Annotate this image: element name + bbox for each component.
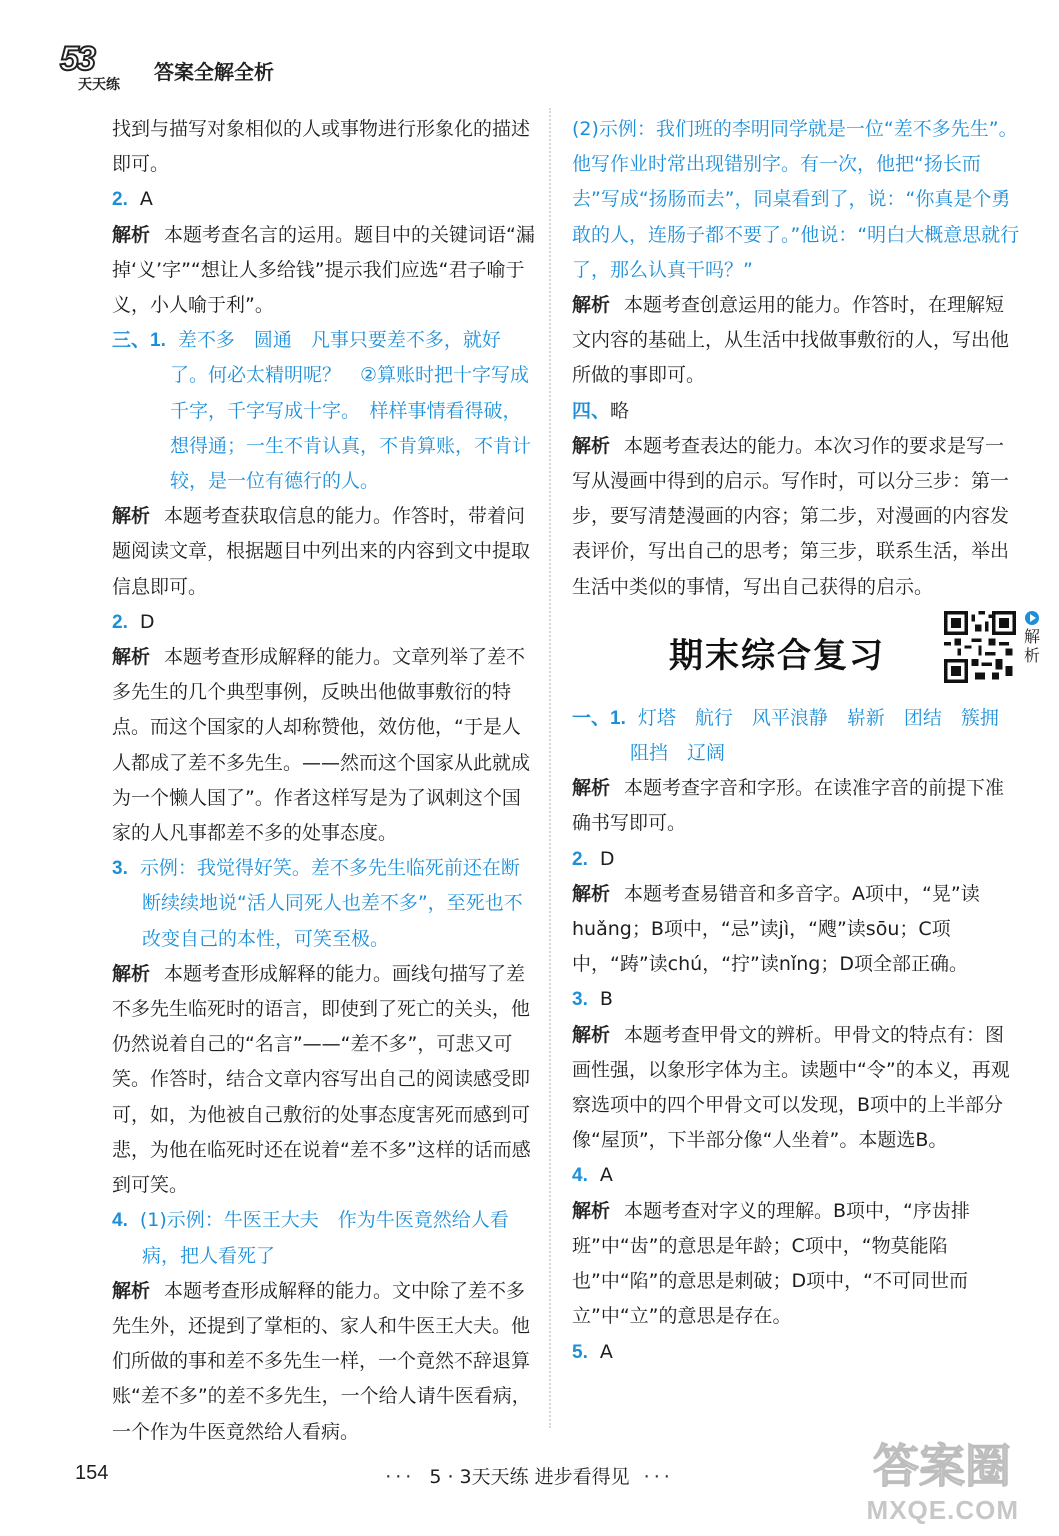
body-text: 找到与描写对象相似的人或事物进行形象化的描述即可。 <box>112 118 531 176</box>
body-text: 本题考查创意运用的能力。作答时，在理解短文内容的基础上，从生活中找做事敷衍的人，写出他所做的事即可。 <box>572 294 1010 387</box>
text-block <box>112 1203 537 1273</box>
text-block <box>112 499 537 605</box>
review-title: 期末综合复习 <box>669 636 885 677</box>
text-block <box>572 982 1022 1017</box>
text-block <box>112 957 537 1203</box>
brand-logo <box>58 40 138 100</box>
body-text: D <box>139 610 155 633</box>
question-number: 4. <box>112 1210 128 1232</box>
answer-text: (1)示例：牛医王大夫 作为牛医竟然给人看病，把人看死了 <box>139 1209 509 1267</box>
left-column <box>112 112 537 1450</box>
question-number: 2. <box>112 611 128 633</box>
text-block <box>112 182 537 217</box>
analysis-label: 解析 <box>572 434 611 457</box>
question-number: 3. <box>112 858 128 880</box>
body-text: 略 <box>610 399 630 422</box>
text-block <box>572 1194 1022 1335</box>
question-number: 2. <box>112 189 128 211</box>
watermark-url: MXQE.COM <box>866 1495 1019 1525</box>
qr-label-char-1: 解 <box>1023 626 1040 646</box>
right-bottom-blocks <box>572 701 1022 1370</box>
body-text: D <box>599 847 615 870</box>
body-text: 本题考查字音和字形。在读准字音的前提下准确书写即可。 <box>572 777 1005 835</box>
qr-label <box>1024 611 1040 665</box>
text-block <box>112 605 537 640</box>
text-block <box>112 851 537 957</box>
text-block <box>112 218 537 324</box>
section-number: 四、 <box>572 399 611 422</box>
qr-label-char-2: 析 <box>1023 645 1040 665</box>
analysis-label: 解析 <box>572 777 611 800</box>
analysis-label: 解析 <box>112 505 151 528</box>
section-number: 三、 <box>112 329 151 352</box>
column-divider <box>549 108 551 1428</box>
section-number: 一、 <box>572 706 611 729</box>
question-number: 5. <box>572 1341 588 1363</box>
analysis-label: 解析 <box>572 294 611 317</box>
question-number: 2. <box>572 848 588 870</box>
play-icon[interactable] <box>1025 611 1039 625</box>
watermark-logo: 答案圈 <box>873 1439 1011 1493</box>
body-text: A <box>599 1164 613 1187</box>
text-block <box>572 288 1022 394</box>
logo-number: 53 <box>60 40 94 78</box>
body-text: A <box>139 188 153 211</box>
text-block <box>572 1018 1022 1159</box>
analysis-label: 解析 <box>112 962 151 985</box>
text-block <box>572 701 1022 771</box>
question-number: 4. <box>572 1165 588 1187</box>
body-text: 本题考查形成解释的能力。文中除了差不多先生外，还提到了掌柜的、家人和牛医王大夫。他们所做的事和差不多先生一样，一个竟然不辞退算账“差不多”的差不多先生，一个给人请牛医看病，一个作为牛医竟然给人看病。 <box>112 1279 531 1443</box>
body-text: 本题考查表达的能力。本次习作的要求是写一写从漫画中得到的启示。写作时，可以分三步：第一步，要写清楚漫画的内容；第二步，对漫画的内容发表评价，写出自己的思考；第三步，联系生活，举出生活中类似的事情，写出自己获得的启示。 <box>572 434 1010 598</box>
slogan-text: 5 · 3天天练 进步看得见 <box>429 1466 630 1488</box>
analysis-label: 解析 <box>112 1279 151 1302</box>
text-block <box>572 429 1022 605</box>
body-text: 本题考查获取信息的能力。作答时，带着问题阅读文章，根据题目中列出来的内容到文中提取信息即可。 <box>112 505 531 598</box>
analysis-label: 解析 <box>572 882 611 905</box>
analysis-label: 解析 <box>112 646 151 669</box>
page-number: 154 <box>75 1462 109 1484</box>
body-text: 本题考查甲骨文的辨析。甲骨文的特点有：图画性强，以象形字体为主。读题中“令”的本义，再观察选项中的四个甲骨文可以发现，B项中的上半部分像“屋顶”，下半部分像“人坐着”。本题选B。 <box>572 1023 1010 1152</box>
text-block <box>572 112 1022 288</box>
body-text: 本题考查名言的运用。题目中的关键词语“漏掉‘义’字”“想让人多给钱”提示我们应选“君子喻于义，小人喻于利”。 <box>112 223 535 317</box>
header-title: 答案全解全析 <box>154 59 274 84</box>
page-header <box>58 40 274 100</box>
body-text: 本题考查对字义的理解。B项中，“序齿排班”中“齿”的意思是年龄；C项中，“物莫能陷也”中“陷”的意思是刺破；D项中，“不可同世而立”中“立”的意思是存在。 <box>572 1199 970 1328</box>
text-block <box>572 842 1022 877</box>
final-review-banner <box>572 605 1040 701</box>
text-block <box>112 1274 537 1450</box>
answer-text: (2)示例：我们班的李明同学就是一位“差不多先生”。他写作业时常出现错别字。有一次，他把“扬长而去”写成“扬肠而去”，同桌看到了，说：“你真是个勇敢的人，连肠子都不要了。”他说：“明白大概意思就行了，那么认真干吗？” <box>572 118 1020 281</box>
text-block <box>572 1335 1022 1370</box>
dots-left-icon: ··· <box>385 1466 416 1488</box>
answer-text: 差不多 圆通 凡事只要差不多，就好了。何必太精明呢？ ②算账时把十字写成千字，千字写成十字。 样样事情看得破，想得通；一生不肯认真，不肯算账，不肯计较，是一位有德行的人。 <box>170 329 532 493</box>
question-number: 1. <box>150 330 166 352</box>
body-text: 本题考查易错音和多音字。A项中，“晃”读huǎng；B项中，“忌”读jì，“飕”读sōu；C项中，“踌”读chú，“拧”读nǐng；D项全部正确。 <box>572 882 980 976</box>
text-block <box>572 771 1022 841</box>
text-block <box>112 640 537 851</box>
body-text: B <box>599 988 613 1011</box>
analysis-label: 解析 <box>112 223 151 246</box>
body-text: A <box>599 1340 613 1363</box>
text-block <box>112 323 537 499</box>
watermark <box>799 1426 1019 1526</box>
logo-subtitle: 天天练 <box>78 77 120 93</box>
question-number: 1. <box>610 707 626 729</box>
question-number: 3. <box>572 989 588 1011</box>
right-column <box>572 112 1040 1370</box>
body-text: 本题考查形成解释的能力。文章列举了差不多先生的几个典型事例，反映出他做事敷衍的特点。而这个国家的人却称赞他，效仿他，“于是人人都成了差不多先生。——然而这个国家从此就成为一个懒人国了”。作者这样写是为了讽刺这个国家的人凡事都差不多的处事态度。 <box>112 646 531 845</box>
analysis-label: 解析 <box>572 1023 611 1046</box>
answer-text: 灯塔 航行 风平浪静 崭新 团结 簇拥 阻挡 辽阔 <box>630 706 1018 765</box>
right-top-blocks <box>572 112 1022 605</box>
text-block <box>572 1158 1022 1193</box>
qr-code-icon[interactable] <box>944 611 1016 683</box>
text-block <box>572 877 1022 983</box>
answer-text: 示例：我觉得好笑。差不多先生临死前还在断断续续地说“活人同死人也差不多”，至死也不改变自己的本性，可笑至极。 <box>139 857 523 950</box>
text-block <box>572 394 1022 429</box>
text-block <box>112 112 537 182</box>
analysis-label: 解析 <box>572 1199 611 1222</box>
body-text: 本题考查形成解释的能力。画线句描写了差不多先生临死时的语言，即使到了死亡的关头，他仍然说着自己的“名言”——“差不多”，可悲又可笑。作答时，结合文章内容写出自己的阅读感受即可，如，为他被自己敷衍的处事态度害死而感到可悲，为他在临死时还在说着“差不多”这样的话而感到可笑。 <box>112 962 531 1197</box>
dots-right-icon: ··· <box>643 1466 674 1488</box>
